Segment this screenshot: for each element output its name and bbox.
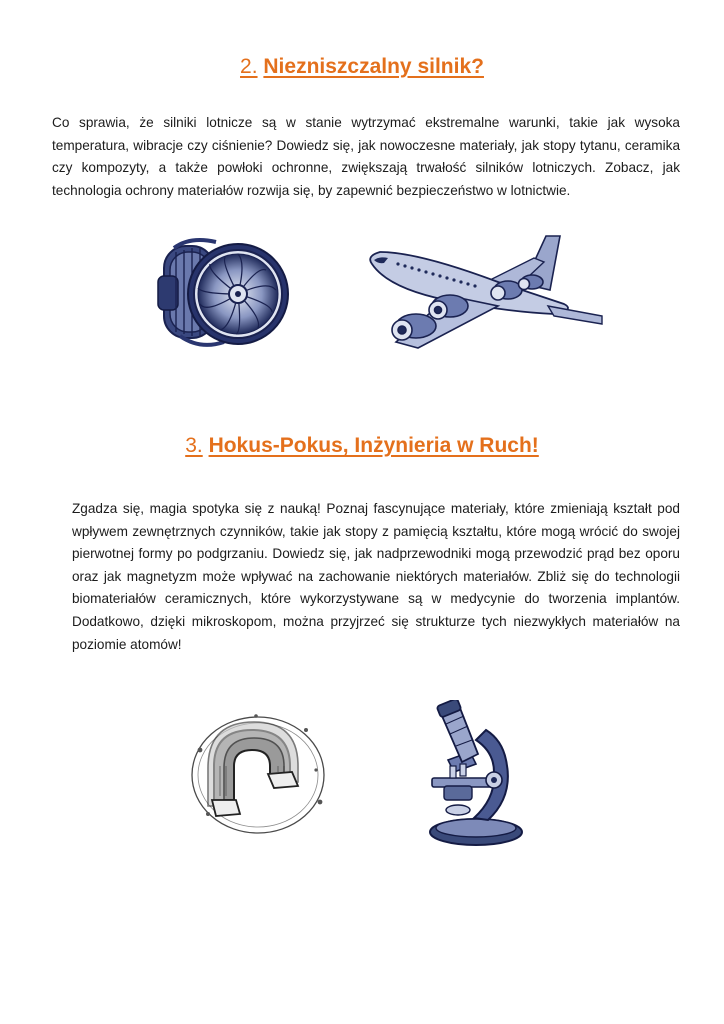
microscope-icon	[414, 700, 526, 850]
section-2-number: 2.	[240, 55, 258, 78]
horseshoe-magnet-icon	[186, 710, 330, 840]
jet-engine-icon	[150, 232, 290, 356]
airplane-icon	[358, 230, 608, 364]
section-2-title: Niezniszczalny silnik?	[263, 55, 484, 78]
section-3-number: 3.	[185, 434, 203, 457]
section-2-paragraph: Co sprawia, że silniki lotnicze są w stanie wytrzymać ekstremalne warunki, takie jak wysoka temperatura, wibracje czy ciśnienie? Dowiedz się, jak nowoczesne materiały, jak stopy tytanu, ceramika czy kompozyty, a także powłoki ochronne, zwiększają trwałość silników lotniczych. Zobacz, jak technologia ochrony materiałów rozwija się, by zapewnić bezpieczeństwo w lotnictwie.	[52, 115, 680, 198]
section-3-title: Hokus-Pokus, Inżynieria w Ruch!	[208, 434, 539, 457]
section-3-paragraph: Zgadza się, magia spotyka się z nauką! Poznaj fascynujące materiały, które zmieniają kształt pod wpływem zewnętrznych czynników, takie jak stopy z pamięcią kształtu, które mogą wrócić do swojej pierwotnej formy po podgrzaniu. Dowiedz się, jak nadprzewodniki mogą przewodzić prąd bez oporu oraz jak magnetyzm może wpływać na zachowanie niektórych materiałów. Zbliż się do technologii biomateriałów ceramicznych, które wykorzystywane są w medycynie do tworzenia implantów. Dodatkowo, dzięki mikroskopom, można przyjrzeć się strukturze tych niezwykłych materiałów na poziomie atomów!	[72, 501, 680, 652]
section-2-heading	[0, 55, 724, 79]
section-3-heading	[0, 434, 724, 458]
